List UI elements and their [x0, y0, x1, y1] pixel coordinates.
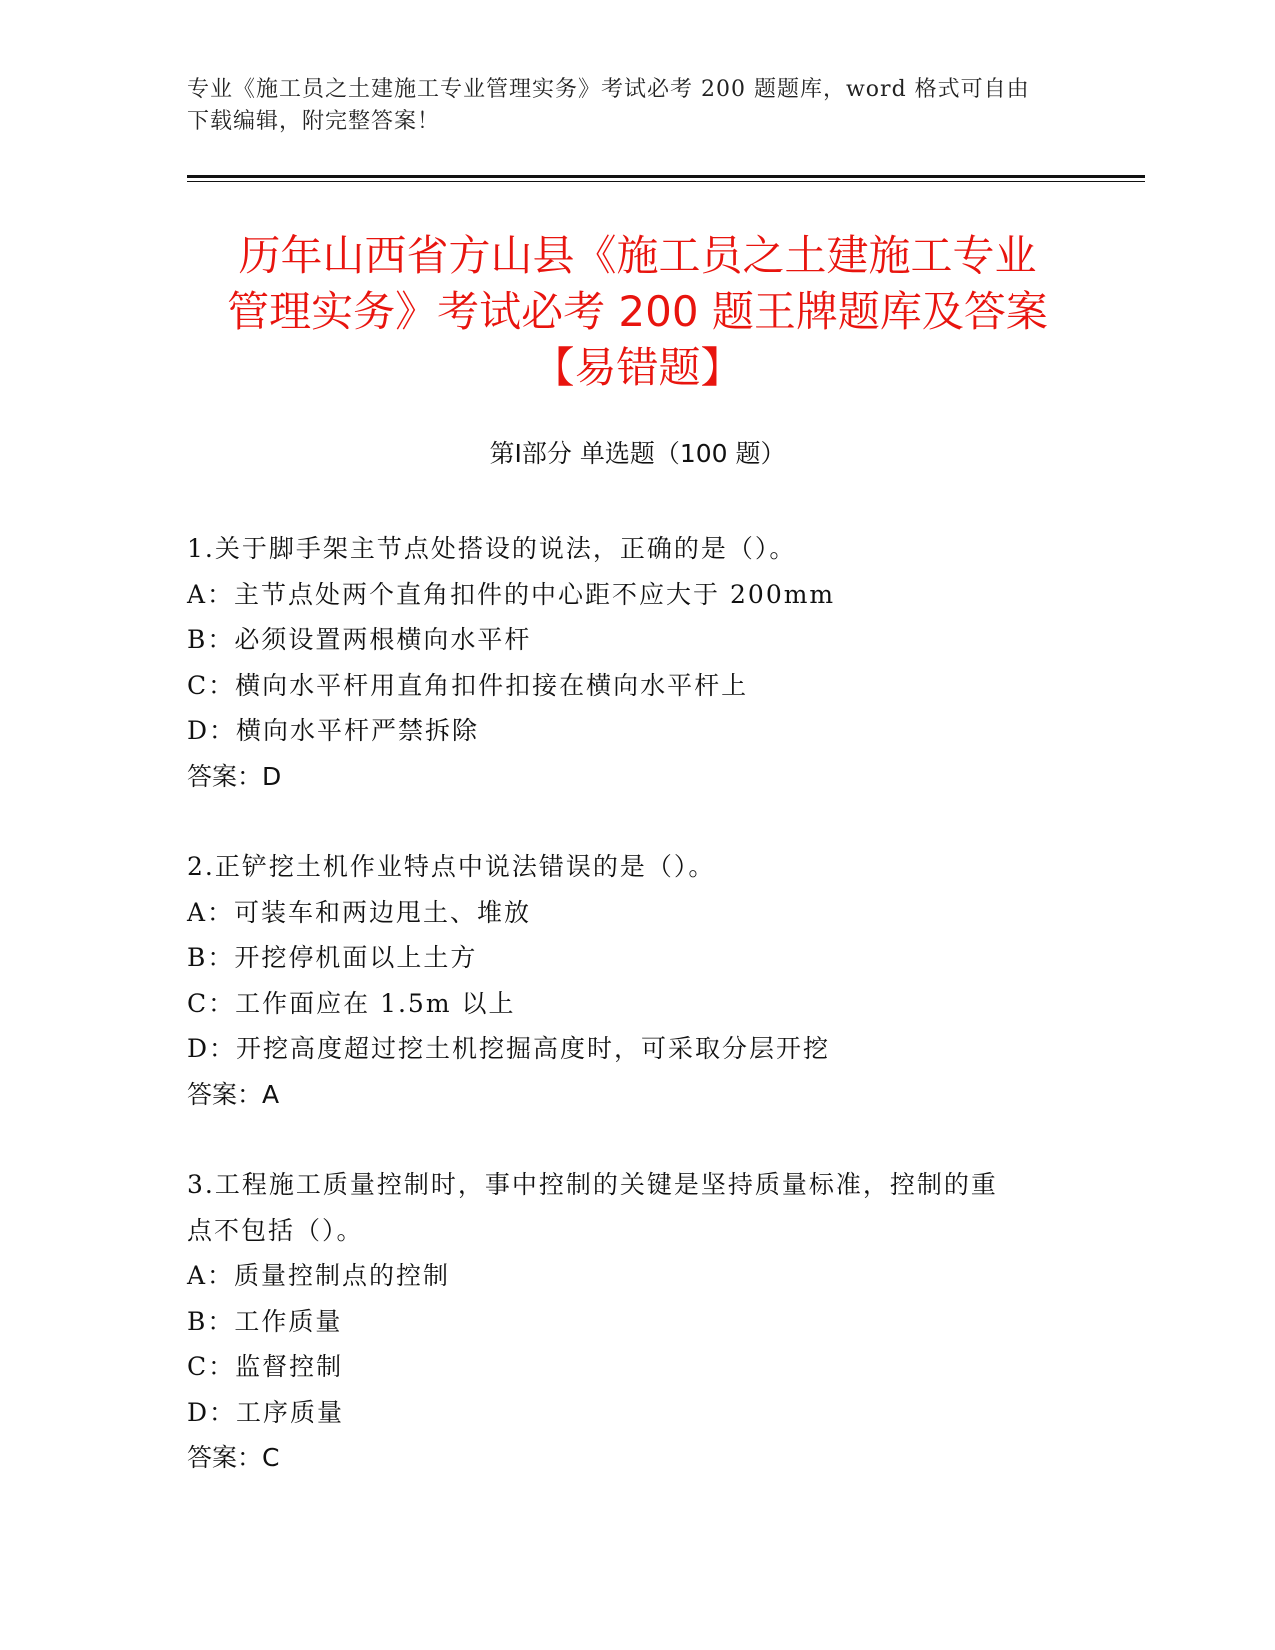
- answer: 答案：C: [187, 1443, 280, 1472]
- header-note-line-2: 下载编辑，附完整答案！: [187, 109, 441, 134]
- header-rule-thin: [187, 181, 1145, 182]
- document-title-line-2: 管理实务》考试必考 200 题王牌题库及答案: [227, 287, 1048, 336]
- answer: 答案：D: [187, 761, 282, 791]
- option-a: A：主节点处两个直角扣件的中心距不应大于 200mm: [187, 579, 836, 609]
- header-note-line-1: 专业《施工员之土建施工专业管理实务》考试必考 200 题题库，word 格式可自由: [187, 77, 1030, 102]
- option-d: D：工序质量: [187, 1397, 345, 1427]
- question-list: [187, 526, 1077, 1481]
- document-title-line-3: 【易错题】: [532, 343, 743, 392]
- option-c: C：横向水平杆用直角扣件扣接在横向水平杆上: [187, 670, 749, 700]
- option-c: C：工作面应在 1.5m 以上: [187, 988, 516, 1018]
- question-2: [187, 844, 1077, 1117]
- option-b: B：开挖停机面以上土方: [187, 943, 478, 972]
- document-title: [150, 228, 1125, 396]
- option-d: D：开挖高度超过挖土机挖掘高度时，可采取分层开挖: [187, 1034, 831, 1063]
- question-stem-line-2: 点不包括（）。: [187, 1215, 364, 1245]
- question-3: [187, 1162, 1077, 1481]
- option-a: A：可装车和两边甩土、堆放: [187, 897, 532, 927]
- header-note: [187, 74, 1087, 138]
- option-b: B：必须设置两根横向水平杆: [187, 625, 532, 654]
- section-heading: 第Ⅰ部分 单选题（100 题）: [489, 439, 786, 468]
- question-stem-line-1: 3.工程施工质量控制时，事中控制的关键是坚持质量标准，控制的重: [187, 1170, 998, 1199]
- answer: 答案：A: [187, 1079, 280, 1109]
- question-stem: 2.正铲挖土机作业特点中说法错误的是（）。: [187, 852, 716, 881]
- question-spacer: [187, 799, 1077, 844]
- question-spacer: [187, 1117, 1077, 1162]
- header-rule-thick: [187, 175, 1145, 178]
- document-title-line-1: 历年山西省方山县《施工员之土建施工专业: [238, 231, 1037, 280]
- question-stem: 1.关于脚手架主节点处搭设的说法，正确的是（）。: [187, 534, 797, 563]
- question-1: [187, 526, 1077, 799]
- option-c: C：监督控制: [187, 1352, 344, 1381]
- option-b: B：工作质量: [187, 1306, 343, 1336]
- option-d: D：横向水平杆严禁拆除: [187, 716, 480, 745]
- option-a: A：质量控制点的控制: [187, 1261, 451, 1290]
